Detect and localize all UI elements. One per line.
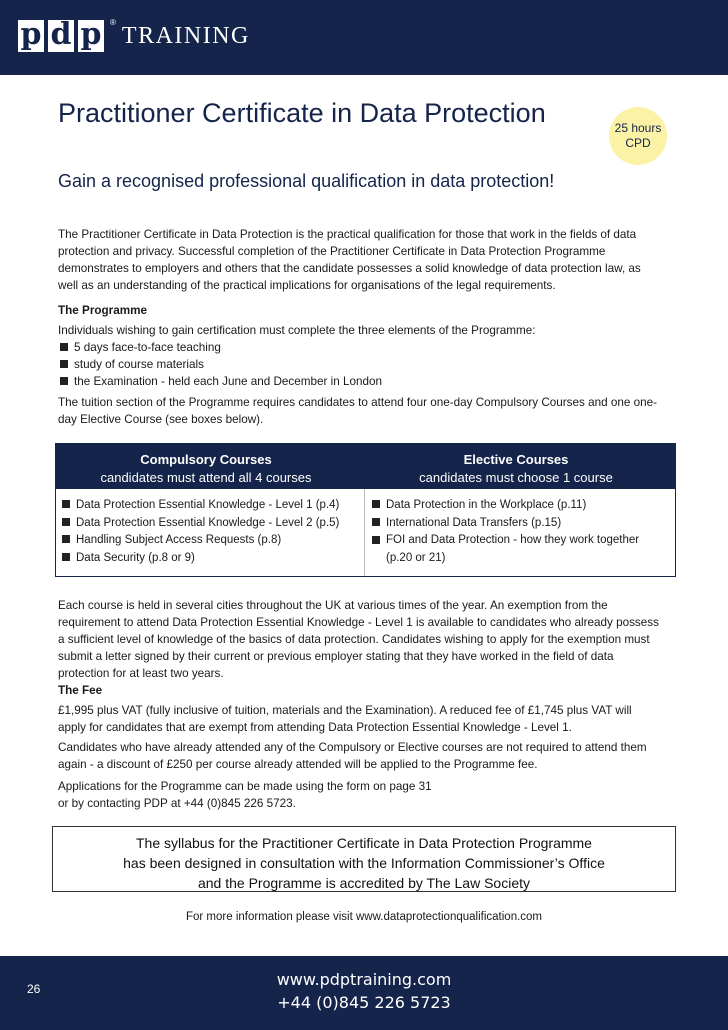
bullet-icon [372, 536, 380, 544]
course-text: Data Security (p.8 or 9) [76, 551, 195, 564]
list-item-text: study of course materials [74, 358, 204, 371]
bullet-icon [372, 518, 380, 526]
list-item [58, 339, 662, 356]
course-text: FOI and Data Protection - how they work together (p.20 or 21) [386, 534, 640, 564]
course-item [370, 515, 670, 533]
elective-subtitle: candidates must choose 1 course [419, 470, 613, 485]
column-divider [364, 489, 365, 576]
footer-website-link[interactable]: www.pdptraining.com [276, 970, 452, 989]
course-item [60, 497, 360, 515]
page-title: Practitioner Certificate in Data Protection [58, 98, 546, 128]
bullet-icon [60, 343, 68, 351]
fee-paragraph: £1,995 plus VAT (fully inclusive of tuition, materials and the Examination). A reduced fee of £1,745 plus VAT will apply for candidates that are exempt from attending Data Protection Essential Knowledge - Level 1. [58, 704, 632, 734]
course-item [370, 532, 670, 567]
pdp-training-logo[interactable] [18, 17, 250, 52]
syllabus-line-3: and the Programme is accredited by The Law Society [197, 875, 531, 891]
logo-letter-p2: p [78, 20, 104, 52]
logo-letter-p: p [18, 20, 44, 52]
fee-heading: The Fee [58, 684, 103, 697]
tuition-paragraph: The tuition section of the Programme requires candidates to attend four one-day Compulsory Courses and one one-day Elective Course (see boxes below). [58, 396, 657, 426]
bullet-icon [62, 500, 70, 508]
programme-lead: Individuals wishing to gain certification must complete the three elements of the Programme: [58, 324, 536, 337]
more-info-link[interactable]: For more information please visit www.dataprotectionqualification.com [185, 911, 543, 923]
footer-bar [0, 956, 728, 1030]
syllabus-box [52, 826, 676, 892]
course-text: Data Protection in the Workplace (p.11) [386, 499, 587, 511]
list-item-text: the Examination - held each June and December in London [74, 375, 382, 388]
registered-mark: ® [110, 17, 116, 27]
course-item [60, 532, 360, 550]
courses-table [55, 443, 676, 577]
programme-section [58, 322, 662, 390]
programme-heading: The Programme [58, 304, 147, 317]
apply-line-1: Applications for the Programme can be made using the form on page 31 [58, 780, 432, 793]
bullet-icon [372, 500, 380, 508]
bullet-icon [62, 518, 70, 526]
footer-phone: +44 (0)845 226 5723 [277, 993, 451, 1012]
elective-list [370, 497, 670, 567]
list-item-text: 5 days face-to-face teaching [74, 341, 221, 354]
bullet-icon [62, 535, 70, 543]
courses-table-header [56, 444, 675, 489]
elective-header [366, 451, 666, 487]
course-item [370, 497, 670, 515]
cpd-badge [609, 107, 667, 165]
syllabus-line-2: has been designed in consultation with the Information Commissioner’s Office [123, 855, 605, 871]
apply-line-2: or by contacting PDP at +44 (0)845 226 5723. [58, 797, 296, 810]
list-item [58, 356, 662, 373]
syllabus-line-1: The syllabus for the Practitioner Certificate in Data Protection Programme [136, 835, 592, 851]
discount-paragraph: Candidates who have already attended any of the Compulsory or Elective courses are not required to attend them again - a discount of £250 per course already attended will be applied to the Programme fee. [58, 741, 647, 771]
compulsory-subtitle: candidates must attend all 4 courses [100, 470, 312, 485]
logo-word: TRAINING [121, 22, 250, 49]
bullet-icon [62, 553, 70, 561]
applications-paragraph [58, 778, 662, 812]
elective-courses [370, 497, 670, 567]
cpd-label: CPD [625, 136, 651, 150]
bullet-icon [60, 377, 68, 385]
intro-paragraph: The Practitioner Certificate in Data Protection is the practical qualification for those that work in the fields of data protection and privacy. Successful completion of the Practitioner Certificate in Data Protection Programme demonstrates to employers and others that the candidate possesses a solid knowledge of data protection law, as well as an understanding of the practical implications for organisations of the legal requirements. [58, 228, 641, 292]
course-text: Handling Subject Access Requests (p.8) [76, 534, 282, 546]
course-item [60, 515, 360, 533]
course-locations-paragraph: Each course is held in several cities throughout the UK at various times of the year. An exemption from the requirement to attend Data Protection Essential Knowledge - Level 1 is available to candidates who already possess a sufficient level of knowledge of the basics of data protection. Candidates wishing to apply for the exemption must submit a letter signed by their current or previous employer stating that they have worked in the field of data protection for at least two years. [58, 599, 659, 680]
cpd-hours: 25 hours [614, 121, 662, 135]
header-bar [0, 0, 728, 75]
course-text: International Data Transfers (p.15) [386, 516, 562, 529]
compulsory-list [60, 497, 360, 567]
elective-title: Elective Courses [463, 452, 569, 467]
programme-list [58, 339, 662, 390]
compulsory-courses [60, 497, 360, 567]
page-subtitle: Gain a recognised professional qualification in data protection! [58, 171, 555, 191]
compulsory-header [56, 451, 356, 487]
bullet-icon [60, 360, 68, 368]
course-text: Data Protection Essential Knowledge - Level 2 (p.5) [76, 516, 340, 529]
compulsory-title: Compulsory Courses [140, 452, 272, 467]
course-text: Data Protection Essential Knowledge - Level 1 (p.4) [76, 499, 340, 511]
page-number: 26 [27, 982, 41, 996]
list-item [58, 373, 662, 390]
logo-letter-d: d [48, 20, 74, 52]
course-item [60, 550, 360, 568]
